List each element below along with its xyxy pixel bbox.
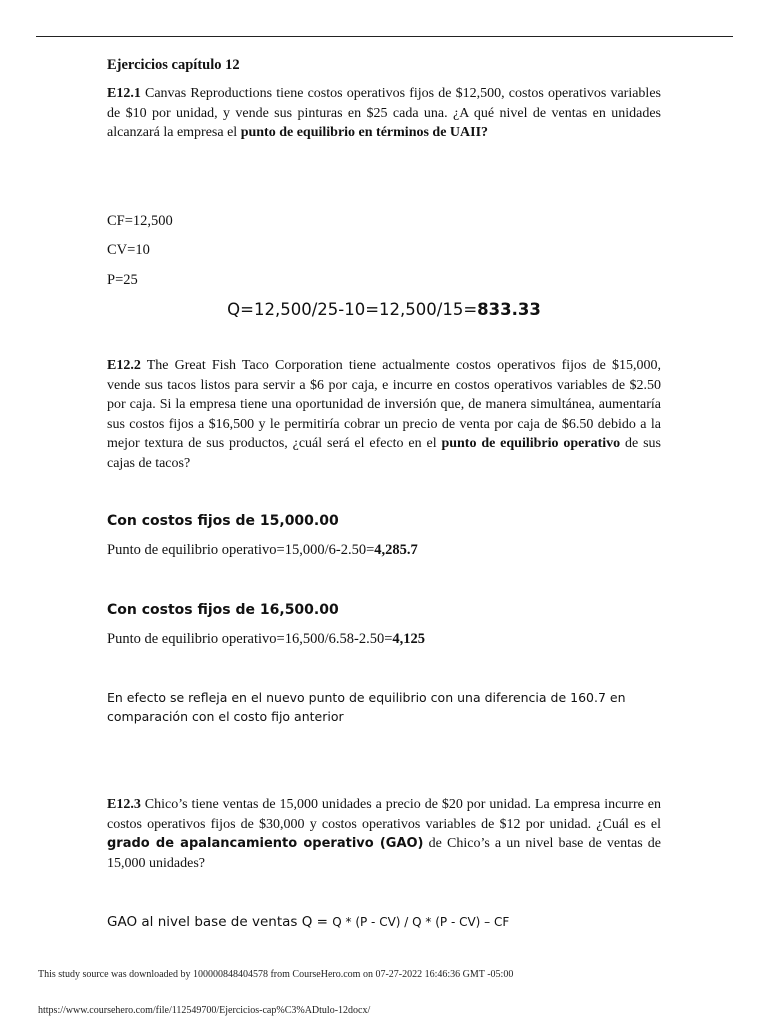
gao-formula-line [107, 914, 509, 930]
exercise-text: The Great Fish Taco Corporation tiene actualmente costos operativos fijos de $15,000, vende sus tacos listos para servir a $6 por caja, e incurre en costos operativos variables de $2.50 por caja. Si la empresa tiene una oportunidad de inversión que, de manera simultánea, aumentaría sus costos fijos a $16,500 y le permitiría cobrar un precio de venta por caja de $6.50 debido a la mejor textura de sus productos, ¿cuál será el efecto en el [107, 358, 661, 451]
exercise-text: Canvas Reproductions tiene costos operativos fijos de $12,500, costos operativos variables de $10 por unidad, y vende sus pinturas en $25 cada una. ¿A qué nivel de ventas en unidades alcanzará la empresa el [107, 86, 661, 140]
exercise-bold-text: punto de equilibrio operativo [441, 436, 621, 451]
case-2-heading: Con costos fijos de 16,500.00 [107, 602, 339, 618]
case-1-result: 4,285.7 [374, 542, 418, 558]
gao-label: GAO al nivel base de ventas Q = [107, 914, 333, 930]
gao-formula: Q * (P - CV) / Q * (P - CV) – CF [332, 915, 510, 929]
conclusion-paragraph: En efecto se refleja en el nuevo punto de equilibrio con una diferencia de 160.7 en comparación con el costo fijo anterior [107, 690, 626, 724]
formula-result: 833.33 [477, 300, 541, 319]
break-even-formula [107, 300, 661, 319]
exercise-bold-text: grado de apalancamiento operativo (GAO) [107, 836, 424, 851]
case-1-heading: Con costos fijos de 15,000.00 [107, 513, 339, 529]
exercise-text: Chico’s tiene ventas de 15,000 unidades a precio de $20 por unidad. La empresa incurre en costos operativos fijos de $30,000 y costos operativos variables de $12 por unidad. ¿Cuál es el [107, 797, 661, 832]
value-cv: CV=10 [107, 242, 150, 258]
exercise-text: de Chico’s a un nivel base de ventas de 15,000 unidades? [107, 836, 661, 871]
formula-text: Q=12,500/25-10=12,500/15= [227, 300, 478, 319]
exercise-label: E12.2 [107, 358, 141, 373]
case-1-formula: Punto de equilibrio operativo=15,000/6-2.50= [107, 542, 375, 558]
value-p: P=25 [107, 272, 138, 288]
case-2-formula: Punto de equilibrio operativo=16,500/6.58-2.50= [107, 631, 393, 647]
exercise-bold-text: punto de equilibrio en términos de UAII? [240, 125, 489, 140]
exercise-label: E12.1 [107, 86, 141, 101]
exercise-label: E12.3 [107, 797, 141, 812]
download-notice: This study source was downloaded by 100000848404578 from CourseHero.com on 07-27-2022 16:46:36 GMT -05:00 [38, 969, 514, 980]
exercise-e12-3-statement [107, 795, 661, 873]
top-rule [36, 36, 733, 37]
case-2-result-line [107, 631, 425, 648]
exercise-text: de sus cajas de tacos? [107, 436, 661, 471]
case-1-result-line [107, 542, 418, 559]
page-heading: Ejercicios capítulo 12 [107, 57, 240, 73]
exercise-e12-2-statement [107, 356, 661, 473]
source-url[interactable]: https://www.coursehero.com/file/112549700/Ejercicios-cap%C3%ADtulo-12docx/ [38, 1005, 371, 1016]
value-cf: CF=12,500 [107, 213, 173, 229]
case-2-result: 4,125 [392, 631, 426, 647]
exercise-e12-1-statement [107, 84, 661, 143]
